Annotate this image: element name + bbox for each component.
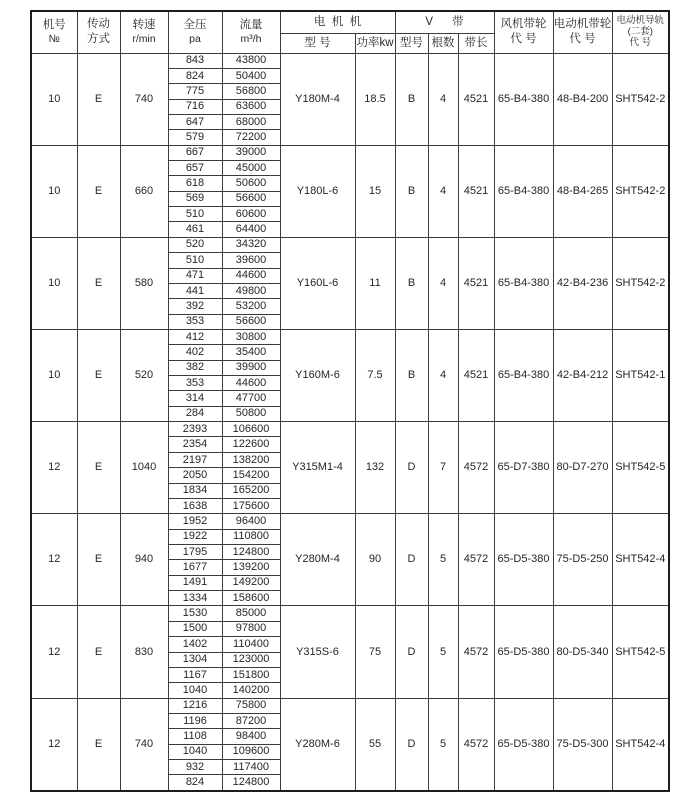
header-motor-rail-line1: 电动机导轨 xyxy=(616,14,665,26)
cell-flow: 138200 xyxy=(222,452,280,467)
cell-flow: 34320 xyxy=(222,237,280,252)
cell-pressure: 569 xyxy=(168,191,222,206)
cell-pressure: 2050 xyxy=(168,468,222,483)
cell-motor-model: Y180M-4 xyxy=(280,53,355,145)
cell-belt-length: 4521 xyxy=(458,53,494,145)
cell-rail-code: SHT542-5 xyxy=(612,422,669,514)
cell-flow: 154200 xyxy=(222,468,280,483)
cell-pressure: 1304 xyxy=(168,652,222,667)
cell-rail-code: SHT542-2 xyxy=(612,237,669,329)
cell-motor-power: 11 xyxy=(355,237,395,329)
cell-pressure: 1167 xyxy=(168,667,222,682)
table-row xyxy=(31,422,669,437)
cell-pressure: 412 xyxy=(168,329,222,344)
table-row xyxy=(31,606,669,621)
cell-speed: 660 xyxy=(120,145,168,237)
cell-belt-model: B xyxy=(395,329,428,421)
cell-flow: 139200 xyxy=(222,560,280,575)
cell-flow: 158600 xyxy=(222,591,280,606)
table-row xyxy=(31,514,669,529)
cell-motor-model: Y315S-6 xyxy=(280,606,355,698)
cell-motor-pulley-code: 80-D5-340 xyxy=(553,606,612,698)
cell-pressure: 382 xyxy=(168,360,222,375)
cell-motor-model: Y280M-6 xyxy=(280,698,355,791)
cell-motor-pulley-code: 80-D7-270 xyxy=(553,422,612,514)
cell-belt-count: 7 xyxy=(428,422,458,514)
cell-flow: 39900 xyxy=(222,360,280,375)
cell-flow: 98400 xyxy=(222,729,280,744)
cell-belt-count: 4 xyxy=(428,237,458,329)
cell-flow: 43800 xyxy=(222,53,280,68)
cell-pressure: 1677 xyxy=(168,560,222,575)
cell-pressure: 1795 xyxy=(168,545,222,560)
cell-pressure: 1040 xyxy=(168,683,222,698)
cell-drive-mode: E xyxy=(77,53,120,145)
header-vbelt-group: V 带 xyxy=(395,11,494,33)
cell-pressure: 775 xyxy=(168,84,222,99)
header-flow-unit: m³/h xyxy=(240,32,262,45)
cell-belt-length: 4521 xyxy=(458,237,494,329)
cell-fan-pulley-code: 65-D5-380 xyxy=(494,606,553,698)
header-motor-rail-code xyxy=(612,11,669,53)
cell-rail-code: SHT542-2 xyxy=(612,145,669,237)
cell-motor-model: Y180L-6 xyxy=(280,145,355,237)
cell-fan-pulley-code: 65-B4-380 xyxy=(494,53,553,145)
header-machine-no-label: 机号 xyxy=(42,18,66,31)
cell-drive-mode: E xyxy=(77,514,120,606)
cell-drive-mode: E xyxy=(77,145,120,237)
cell-machine-no: 10 xyxy=(31,53,77,145)
cell-motor-power: 75 xyxy=(355,606,395,698)
cell-flow: 53200 xyxy=(222,299,280,314)
header-motor-model: 型 号 xyxy=(280,33,355,53)
header-machine-no xyxy=(31,11,77,53)
cell-pressure: 284 xyxy=(168,406,222,421)
cell-machine-no: 12 xyxy=(31,606,77,698)
cell-belt-count: 4 xyxy=(428,145,458,237)
cell-flow: 50400 xyxy=(222,68,280,83)
header-motor-power: 功率kw xyxy=(355,33,395,53)
spec-table xyxy=(30,10,670,792)
cell-pressure: 2393 xyxy=(168,422,222,437)
header-pressure xyxy=(168,11,222,53)
cell-machine-no: 12 xyxy=(31,422,77,514)
header-motor-rail-line3: 代 号 xyxy=(629,36,652,48)
cell-pressure: 441 xyxy=(168,283,222,298)
cell-motor-pulley-code: 42-B4-212 xyxy=(553,329,612,421)
cell-motor-power: 18.5 xyxy=(355,53,395,145)
cell-machine-no: 12 xyxy=(31,514,77,606)
header-fan-pulley-code xyxy=(494,11,553,53)
cell-flow: 49800 xyxy=(222,283,280,298)
cell-belt-length: 4572 xyxy=(458,698,494,791)
cell-flow: 165200 xyxy=(222,483,280,498)
cell-pressure: 579 xyxy=(168,130,222,145)
cell-pressure: 2354 xyxy=(168,437,222,452)
header-speed-unit: r/min xyxy=(132,32,156,45)
header-belt-model: 型号 xyxy=(395,33,428,53)
header-flow-label: 流量 xyxy=(239,18,263,31)
cell-flow: 110800 xyxy=(222,529,280,544)
cell-motor-pulley-code: 75-D5-250 xyxy=(553,514,612,606)
cell-motor-power: 90 xyxy=(355,514,395,606)
cell-drive-mode: E xyxy=(77,698,120,791)
cell-speed: 520 xyxy=(120,329,168,421)
cell-machine-no: 10 xyxy=(31,329,77,421)
cell-fan-pulley-code: 65-D5-380 xyxy=(494,514,553,606)
cell-belt-model: B xyxy=(395,53,428,145)
cell-flow: 56600 xyxy=(222,314,280,329)
cell-flow: 96400 xyxy=(222,514,280,529)
cell-belt-count: 4 xyxy=(428,329,458,421)
cell-flow: 122600 xyxy=(222,437,280,452)
cell-pressure: 1834 xyxy=(168,483,222,498)
cell-belt-length: 4572 xyxy=(458,606,494,698)
cell-flow: 110400 xyxy=(222,637,280,652)
cell-pressure: 392 xyxy=(168,299,222,314)
cell-pressure: 471 xyxy=(168,268,222,283)
cell-flow: 151800 xyxy=(222,667,280,682)
header-motor-pulley-line2: 代 号 xyxy=(569,33,596,46)
header-machine-no-unit: № xyxy=(48,32,60,45)
cell-drive-mode: E xyxy=(77,329,120,421)
cell-belt-model: D xyxy=(395,422,428,514)
cell-flow: 50800 xyxy=(222,406,280,421)
cell-flow: 39600 xyxy=(222,253,280,268)
header-motor-pulley-code xyxy=(553,11,612,53)
cell-flow: 124800 xyxy=(222,775,280,791)
header-pressure-label: 全压 xyxy=(183,18,207,31)
cell-belt-model: B xyxy=(395,237,428,329)
header-flow xyxy=(222,11,280,53)
cell-rail-code: SHT542-1 xyxy=(612,329,669,421)
cell-flow: 30800 xyxy=(222,329,280,344)
cell-flow: 106600 xyxy=(222,422,280,437)
cell-motor-model: Y160L-6 xyxy=(280,237,355,329)
cell-motor-pulley-code: 48-B4-200 xyxy=(553,53,612,145)
cell-fan-pulley-code: 65-D5-380 xyxy=(494,698,553,791)
cell-pressure: 716 xyxy=(168,99,222,114)
cell-pressure: 1491 xyxy=(168,575,222,590)
cell-drive-mode: E xyxy=(77,422,120,514)
cell-fan-pulley-code: 65-B4-380 xyxy=(494,145,553,237)
cell-machine-no: 10 xyxy=(31,145,77,237)
table-row xyxy=(31,53,669,68)
header-drive-mode-line2: 方式 xyxy=(87,33,110,46)
cell-flow: 44600 xyxy=(222,268,280,283)
cell-flow: 85000 xyxy=(222,606,280,621)
header-drive-mode xyxy=(77,11,120,53)
cell-belt-count: 5 xyxy=(428,698,458,791)
cell-belt-length: 4572 xyxy=(458,514,494,606)
cell-speed: 740 xyxy=(120,698,168,791)
header-motor-rail-line2: (二套) xyxy=(627,25,653,37)
cell-pressure: 843 xyxy=(168,53,222,68)
cell-pressure: 314 xyxy=(168,391,222,406)
cell-flow: 175600 xyxy=(222,498,280,513)
cell-rail-code: SHT542-4 xyxy=(612,698,669,791)
cell-motor-pulley-code: 48-B4-265 xyxy=(553,145,612,237)
cell-flow: 63600 xyxy=(222,99,280,114)
cell-flow: 75800 xyxy=(222,698,280,713)
cell-flow: 124800 xyxy=(222,545,280,560)
cell-motor-pulley-code: 42-B4-236 xyxy=(553,237,612,329)
header-speed xyxy=(120,11,168,53)
cell-pressure: 402 xyxy=(168,345,222,360)
cell-belt-length: 4572 xyxy=(458,422,494,514)
cell-flow: 87200 xyxy=(222,713,280,728)
cell-pressure: 1216 xyxy=(168,698,222,713)
table-row xyxy=(31,145,669,160)
cell-belt-model: D xyxy=(395,698,428,791)
cell-speed: 580 xyxy=(120,237,168,329)
cell-flow: 35400 xyxy=(222,345,280,360)
cell-motor-power: 7.5 xyxy=(355,329,395,421)
cell-belt-length: 4521 xyxy=(458,145,494,237)
cell-pressure: 1530 xyxy=(168,606,222,621)
cell-flow: 140200 xyxy=(222,683,280,698)
cell-flow: 39000 xyxy=(222,145,280,160)
cell-flow: 50600 xyxy=(222,176,280,191)
cell-rail-code: SHT542-4 xyxy=(612,514,669,606)
table-row xyxy=(31,698,669,713)
cell-rail-code: SHT542-2 xyxy=(612,53,669,145)
cell-motor-model: Y280M-4 xyxy=(280,514,355,606)
header-belt-length: 带长 xyxy=(458,33,494,53)
cell-speed: 940 xyxy=(120,514,168,606)
cell-flow: 47700 xyxy=(222,391,280,406)
cell-flow: 123000 xyxy=(222,652,280,667)
cell-flow: 117400 xyxy=(222,760,280,775)
cell-pressure: 932 xyxy=(168,760,222,775)
header-motor-group: 电 机 机 xyxy=(280,11,395,33)
cell-motor-power: 55 xyxy=(355,698,395,791)
cell-belt-model: B xyxy=(395,145,428,237)
spec-table-header xyxy=(31,11,669,53)
cell-belt-count: 5 xyxy=(428,514,458,606)
cell-pressure: 1952 xyxy=(168,514,222,529)
cell-flow: 44600 xyxy=(222,376,280,391)
cell-pressure: 647 xyxy=(168,114,222,129)
cell-speed: 830 xyxy=(120,606,168,698)
cell-pressure: 1402 xyxy=(168,637,222,652)
cell-pressure: 824 xyxy=(168,775,222,791)
cell-motor-model: Y160M-6 xyxy=(280,329,355,421)
cell-pressure: 1196 xyxy=(168,713,222,728)
header-pressure-unit: pa xyxy=(189,32,201,45)
cell-belt-model: D xyxy=(395,514,428,606)
cell-flow: 149200 xyxy=(222,575,280,590)
header-fan-pulley-line2: 代 号 xyxy=(510,33,537,46)
cell-pressure: 520 xyxy=(168,237,222,252)
cell-motor-model: Y315M1-4 xyxy=(280,422,355,514)
cell-pressure: 2197 xyxy=(168,452,222,467)
cell-pressure: 1500 xyxy=(168,621,222,636)
cell-pressure: 510 xyxy=(168,207,222,222)
cell-speed: 740 xyxy=(120,53,168,145)
cell-flow: 60600 xyxy=(222,207,280,222)
cell-drive-mode: E xyxy=(77,606,120,698)
cell-flow: 97800 xyxy=(222,621,280,636)
cell-belt-count: 5 xyxy=(428,606,458,698)
cell-pressure: 353 xyxy=(168,376,222,391)
cell-pressure: 1040 xyxy=(168,744,222,759)
cell-pressure: 461 xyxy=(168,222,222,237)
cell-flow: 109600 xyxy=(222,744,280,759)
cell-rail-code: SHT542-5 xyxy=(612,606,669,698)
cell-machine-no: 10 xyxy=(31,237,77,329)
cell-pressure: 667 xyxy=(168,145,222,160)
header-speed-label: 转速 xyxy=(132,18,156,31)
cell-pressure: 657 xyxy=(168,161,222,176)
cell-speed: 1040 xyxy=(120,422,168,514)
header-motor-pulley-line1: 电动机带轮 xyxy=(553,18,612,31)
cell-machine-no: 12 xyxy=(31,698,77,791)
cell-pressure: 1108 xyxy=(168,729,222,744)
cell-flow: 56600 xyxy=(222,191,280,206)
cell-flow: 56800 xyxy=(222,84,280,99)
cell-fan-pulley-code: 65-B4-380 xyxy=(494,329,553,421)
cell-drive-mode: E xyxy=(77,237,120,329)
header-fan-pulley-line1: 风机带轮 xyxy=(500,18,547,31)
cell-pressure: 1638 xyxy=(168,498,222,513)
cell-pressure: 1334 xyxy=(168,591,222,606)
cell-flow: 68000 xyxy=(222,114,280,129)
cell-fan-pulley-code: 65-B4-380 xyxy=(494,237,553,329)
header-drive-mode-line1: 传动 xyxy=(87,18,110,31)
table-row xyxy=(31,237,669,252)
table-row xyxy=(31,329,669,344)
cell-motor-power: 15 xyxy=(355,145,395,237)
cell-motor-power: 132 xyxy=(355,422,395,514)
cell-flow: 72200 xyxy=(222,130,280,145)
cell-fan-pulley-code: 65-D7-380 xyxy=(494,422,553,514)
cell-motor-pulley-code: 75-D5-300 xyxy=(553,698,612,791)
cell-pressure: 618 xyxy=(168,176,222,191)
cell-belt-model: D xyxy=(395,606,428,698)
cell-pressure: 824 xyxy=(168,68,222,83)
cell-belt-count: 4 xyxy=(428,53,458,145)
cell-pressure: 353 xyxy=(168,314,222,329)
spec-table-body xyxy=(31,53,669,791)
cell-flow: 64400 xyxy=(222,222,280,237)
cell-belt-length: 4521 xyxy=(458,329,494,421)
cell-pressure: 1922 xyxy=(168,529,222,544)
cell-flow: 45000 xyxy=(222,161,280,176)
header-belt-count: 根数 xyxy=(428,33,458,53)
cell-pressure: 510 xyxy=(168,253,222,268)
